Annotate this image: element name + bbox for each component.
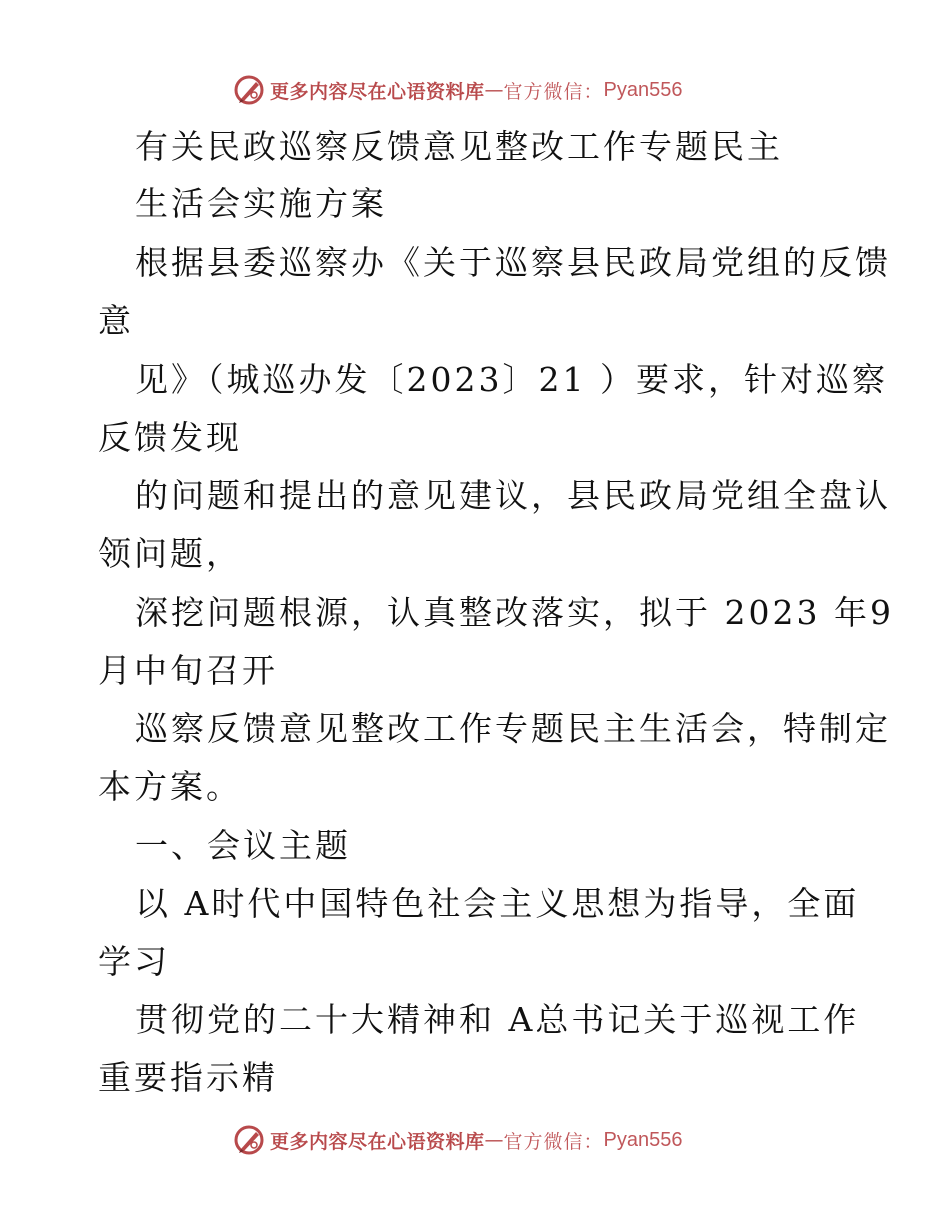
document-title-line-2: 生活会实施方案 bbox=[135, 184, 387, 223]
pen-logo-icon bbox=[232, 73, 266, 107]
document-text-line: 反馈发现 bbox=[98, 418, 242, 457]
document-text-line: 见》（城巡办发〔2023〕21 ）要求，针对巡察 bbox=[135, 360, 888, 399]
document-title-line-1: 有关民政巡察反馈意见整改工作专题民主 bbox=[135, 127, 783, 166]
document-text-line: 以 A时代中国特色社会主义思想为指导，全面 bbox=[135, 884, 860, 923]
document-text-line: 学习 bbox=[98, 942, 170, 981]
document-text-line: 领问题， bbox=[98, 534, 242, 573]
watermark-wechat-label: 官方微信： bbox=[503, 80, 604, 103]
watermark-wechat-account: Pyan556 bbox=[603, 78, 683, 101]
watermark-wechat-account: Pyan556 bbox=[603, 1128, 683, 1151]
document-text-line: 本方案。 bbox=[98, 767, 242, 806]
document-text-line: 重要指示精 bbox=[98, 1058, 278, 1097]
watermark-wechat-label: 官方微信： bbox=[503, 1130, 604, 1153]
watermark-site-name: 更多内容尽在心语资料库 bbox=[270, 80, 485, 103]
watermark-dash: — bbox=[484, 79, 504, 101]
document-text-line: 的问题和提出的意见建议，县民政局党组全盘认 bbox=[135, 476, 891, 515]
footer-watermark bbox=[232, 1122, 683, 1158]
document-text-line: 月中旬召开 bbox=[98, 651, 278, 690]
document-text-line: 深挖问题根源，认真整改落实，拟于 2023 年9 bbox=[135, 593, 894, 632]
pen-logo-icon bbox=[232, 1123, 266, 1157]
document-text-line: 根据县委巡察办《关于巡察县民政局党组的反馈 bbox=[135, 243, 891, 282]
document-text-line: 贯彻党的二十大精神和 A总书记关于巡视工作 bbox=[135, 1000, 860, 1039]
document-text-line: 意 bbox=[98, 301, 134, 340]
document-text-line: 巡察反馈意见整改工作专题民主生活会，特制定 bbox=[135, 709, 891, 748]
watermark-site-name: 更多内容尽在心语资料库 bbox=[270, 1130, 485, 1153]
header-watermark bbox=[232, 72, 683, 108]
section-heading: 一、会议主题 bbox=[135, 826, 351, 865]
watermark-dash: — bbox=[484, 1129, 504, 1151]
